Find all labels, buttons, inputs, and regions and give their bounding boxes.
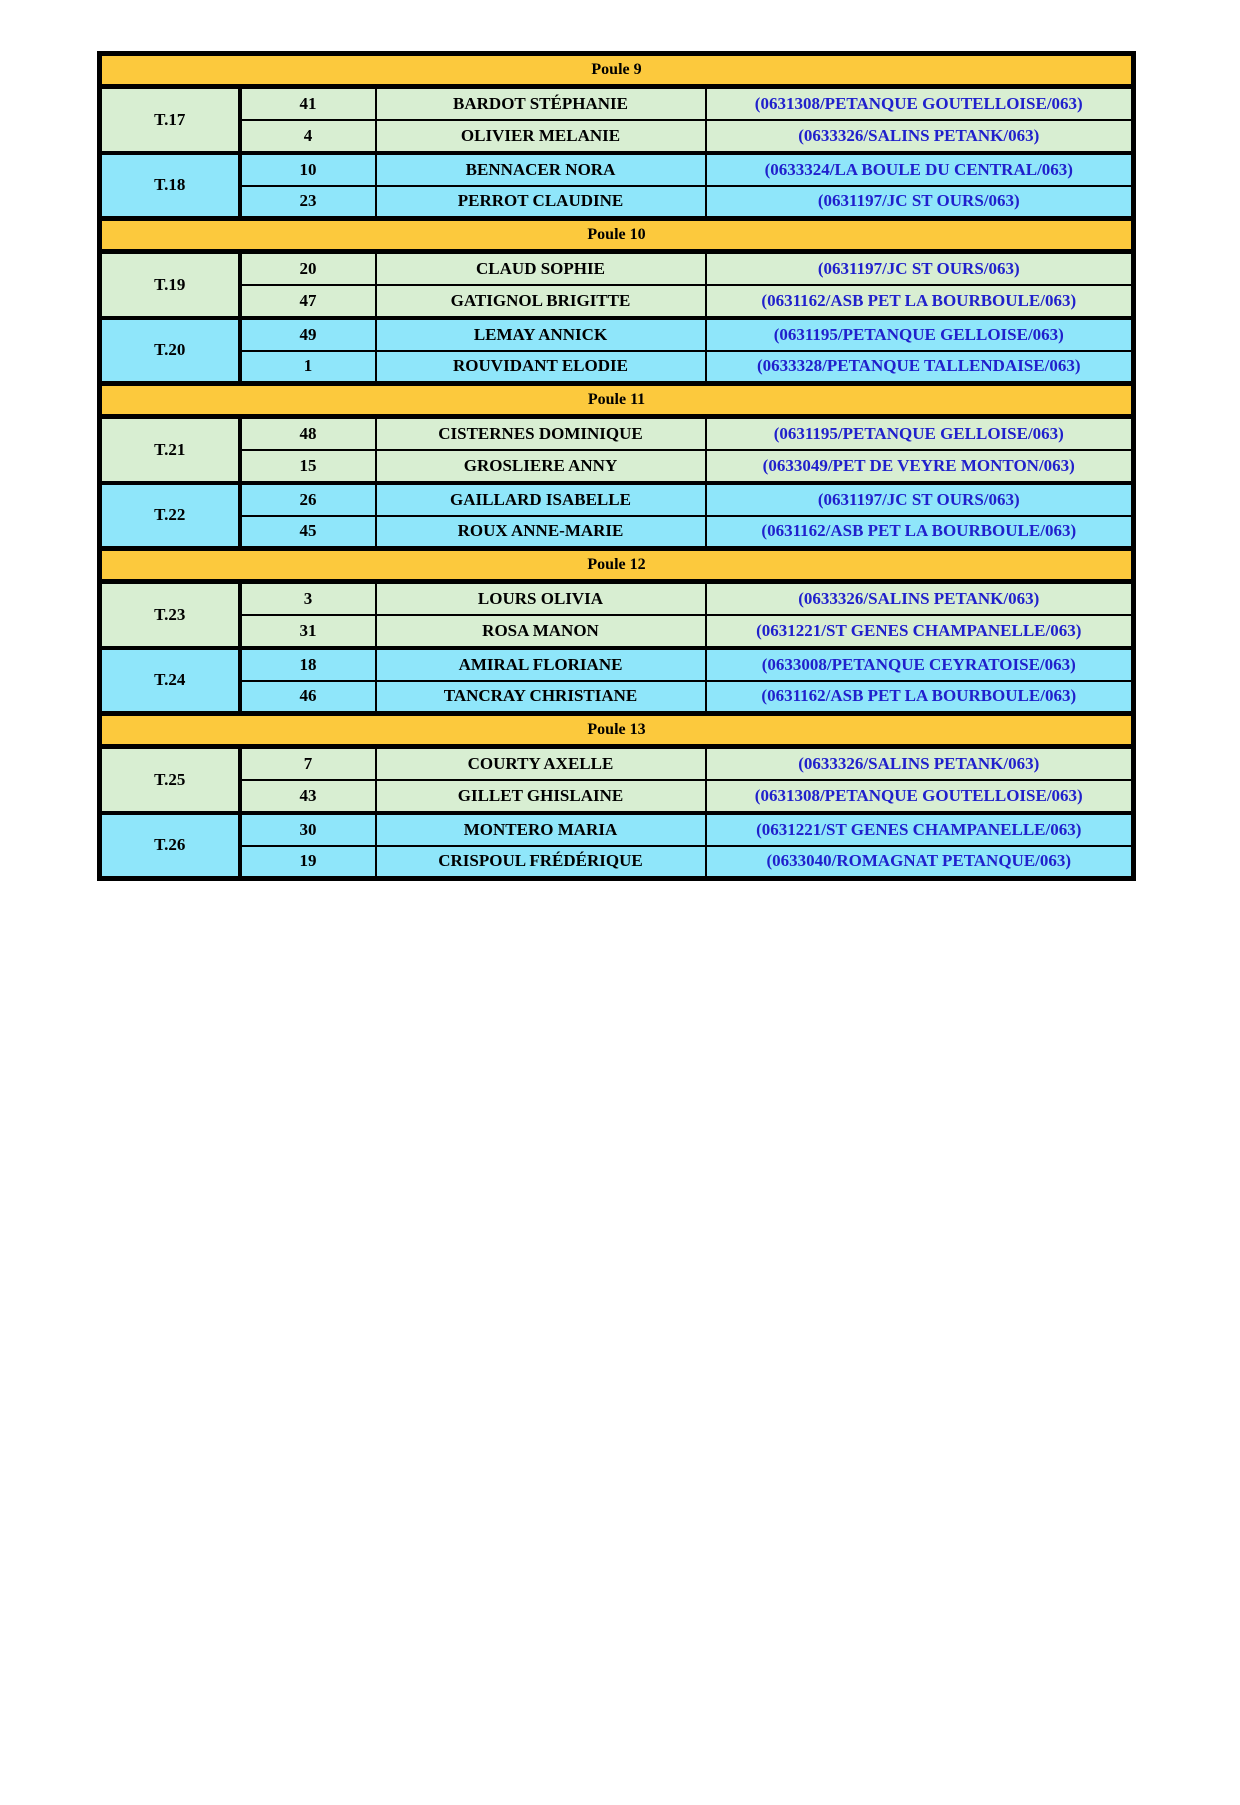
player-club: (0631221/ST GENES CHAMPANELLE/063)	[706, 813, 1134, 846]
player-number: 20	[240, 252, 376, 285]
player-club: (0631197/JC ST OURS/063)	[706, 252, 1134, 285]
table-row	[100, 252, 1134, 285]
match-label: T.26	[100, 813, 240, 879]
poule-header-row	[100, 714, 1134, 747]
player-club: (0633328/PETANQUE TALLENDAISE/063)	[706, 351, 1134, 384]
player-number: 3	[240, 582, 376, 615]
player-number: 31	[240, 615, 376, 648]
player-number: 23	[240, 186, 376, 219]
match-label: T.21	[100, 417, 240, 483]
player-number: 45	[240, 516, 376, 549]
match-label: T.19	[100, 252, 240, 318]
player-club: (0631308/PETANQUE GOUTELLOISE/063)	[706, 780, 1134, 813]
player-name: COURTY AXELLE	[376, 747, 706, 780]
player-number: 7	[240, 747, 376, 780]
table-row	[100, 681, 1134, 714]
player-number: 15	[240, 450, 376, 483]
table-row	[100, 846, 1134, 879]
player-name: GATIGNOL BRIGITTE	[376, 285, 706, 318]
poule-title: Poule 9	[100, 54, 1134, 87]
poule-title: Poule 12	[100, 549, 1134, 582]
match-label: T.17	[100, 87, 240, 153]
player-club: (0631162/ASB PET LA BOURBOULE/063)	[706, 681, 1134, 714]
player-name: ROUVIDANT ELODIE	[376, 351, 706, 384]
player-name: CISTERNES DOMINIQUE	[376, 417, 706, 450]
player-name: PERROT CLAUDINE	[376, 186, 706, 219]
player-name: MONTERO MARIA	[376, 813, 706, 846]
player-name: GROSLIERE ANNY	[376, 450, 706, 483]
player-club: (0631197/JC ST OURS/063)	[706, 483, 1134, 516]
poule-header-row	[100, 54, 1134, 87]
table-row	[100, 615, 1134, 648]
player-number: 30	[240, 813, 376, 846]
table-row	[100, 450, 1134, 483]
player-number: 18	[240, 648, 376, 681]
player-name: BENNACER NORA	[376, 153, 706, 186]
player-number: 4	[240, 120, 376, 153]
player-number: 10	[240, 153, 376, 186]
table-row	[100, 417, 1134, 450]
player-number: 48	[240, 417, 376, 450]
player-number: 47	[240, 285, 376, 318]
player-club: (0633326/SALINS PETANK/063)	[706, 120, 1134, 153]
match-label: T.22	[100, 483, 240, 549]
player-name: TANCRAY CHRISTIANE	[376, 681, 706, 714]
table-row	[100, 780, 1134, 813]
player-club: (0631308/PETANQUE GOUTELLOISE/063)	[706, 87, 1134, 120]
player-name: GAILLARD ISABELLE	[376, 483, 706, 516]
player-club: (0631162/ASB PET LA BOURBOULE/063)	[706, 285, 1134, 318]
player-name: OLIVIER MELANIE	[376, 120, 706, 153]
table-row	[100, 483, 1134, 516]
table-row	[100, 87, 1134, 120]
player-club: (0631195/PETANQUE GELLOISE/063)	[706, 417, 1134, 450]
player-name: ROUX ANNE-MARIE	[376, 516, 706, 549]
poule-title: Poule 13	[100, 714, 1134, 747]
player-name: LOURS OLIVIA	[376, 582, 706, 615]
player-number: 46	[240, 681, 376, 714]
player-club: (0633326/SALINS PETANK/063)	[706, 582, 1134, 615]
player-club: (0633040/ROMAGNAT PETANQUE/063)	[706, 846, 1134, 879]
poule-title: Poule 11	[100, 384, 1134, 417]
table-row	[100, 318, 1134, 351]
table-row	[100, 153, 1134, 186]
page	[0, 51, 1240, 1805]
player-number: 41	[240, 87, 376, 120]
player-name: ROSA MANON	[376, 615, 706, 648]
player-club: (0631197/JC ST OURS/063)	[706, 186, 1134, 219]
poule-header-row	[100, 219, 1134, 252]
poule-title: Poule 10	[100, 219, 1134, 252]
match-label: T.24	[100, 648, 240, 714]
player-club: (0633008/PETANQUE CEYRATOISE/063)	[706, 648, 1134, 681]
player-number: 26	[240, 483, 376, 516]
table-row	[100, 186, 1134, 219]
match-label: T.25	[100, 747, 240, 813]
table-row	[100, 516, 1134, 549]
player-club: (0633049/PET DE VEYRE MONTON/063)	[706, 450, 1134, 483]
player-number: 19	[240, 846, 376, 879]
player-club: (0631162/ASB PET LA BOURBOULE/063)	[706, 516, 1134, 549]
table-row	[100, 351, 1134, 384]
player-club: (0631195/PETANQUE GELLOISE/063)	[706, 318, 1134, 351]
table-row	[100, 813, 1134, 846]
pools-table	[97, 51, 1136, 881]
match-label: T.23	[100, 582, 240, 648]
player-club: (0633326/SALINS PETANK/063)	[706, 747, 1134, 780]
player-number: 43	[240, 780, 376, 813]
table-row	[100, 285, 1134, 318]
table-row	[100, 648, 1134, 681]
table-row	[100, 120, 1134, 153]
player-name: LEMAY ANNICK	[376, 318, 706, 351]
player-name: BARDOT STÉPHANIE	[376, 87, 706, 120]
player-name: GILLET GHISLAINE	[376, 780, 706, 813]
player-name: CLAUD SOPHIE	[376, 252, 706, 285]
table-row	[100, 747, 1134, 780]
poule-header-row	[100, 549, 1134, 582]
player-number: 1	[240, 351, 376, 384]
match-label: T.20	[100, 318, 240, 384]
player-name: CRISPOUL FRÉDÉRIQUE	[376, 846, 706, 879]
player-club: (0631221/ST GENES CHAMPANELLE/063)	[706, 615, 1134, 648]
player-number: 49	[240, 318, 376, 351]
player-club: (0633324/LA BOULE DU CENTRAL/063)	[706, 153, 1134, 186]
poule-header-row	[100, 384, 1134, 417]
table-row	[100, 582, 1134, 615]
match-label: T.18	[100, 153, 240, 219]
player-name: AMIRAL FLORIANE	[376, 648, 706, 681]
